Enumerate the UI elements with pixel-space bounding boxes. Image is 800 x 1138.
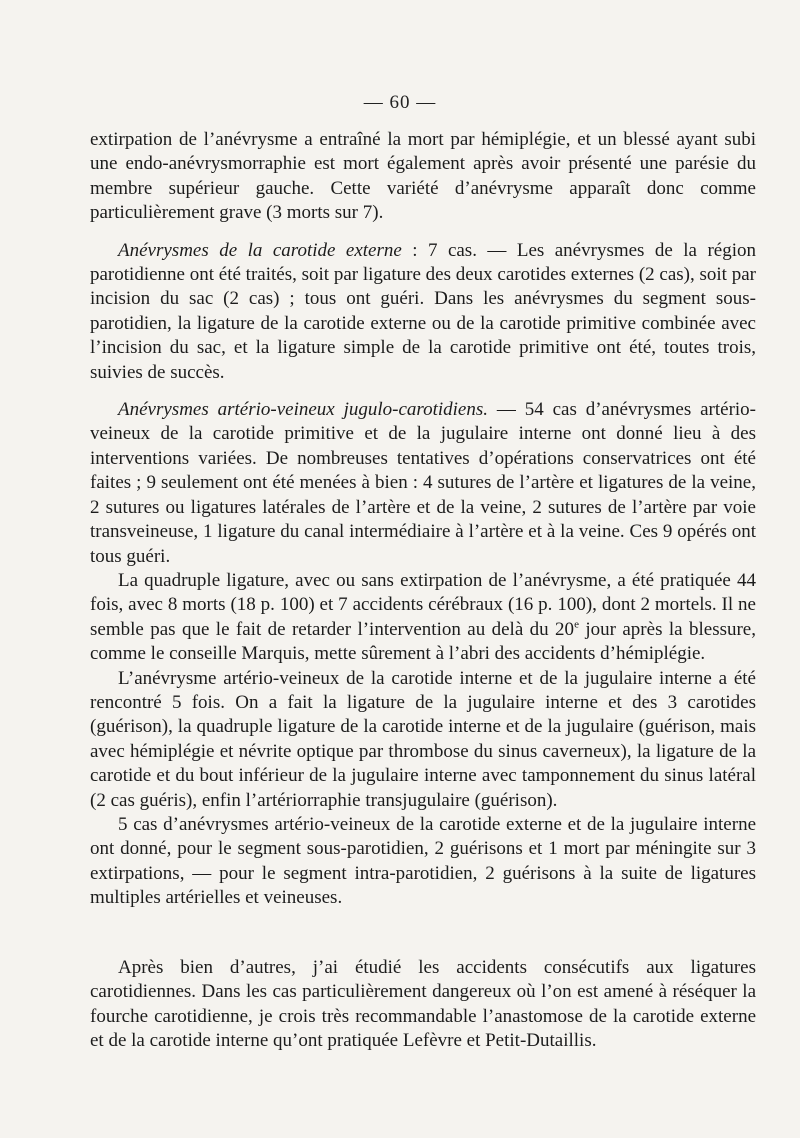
paragraph-1 [90,128,756,226]
section-heading-arterio-veineux: Anévrysmes artério-veineux jugulo-carotidiens. [118,399,489,421]
page-number: — 60 — [363,92,437,113]
paragraph-4-text-after: jour après la blessure, comme le conseille Marquis, mette sûrement à l’abri des accidents d’hémiplégie. [90,618,756,665]
paragraph-2 [90,239,756,385]
paragraph-1-text: extirpation de l’anévrysme a entraîné la mort par hémiplégie, et un blessé ayant subi une endo-anévrysmorraphie est mort également après avoir présenté une parésie du membre supérieur gauche. Cette variété d’anévrysme apparaît donc comme particulièrement grave (3 morts sur 7). [90,129,756,224]
paragraph-5-text: L’anévrysme artério-veineux de la carotide interne et de la jugulaire interne a été rencontré 5 fois. On a fait la ligature de la jugulaire interne et des 3 carotides (guérison), la quadruple ligature de la carotide interne et de la jugulaire (guérison, mais avec hémiplégie et névrite optique par thrombose du sinus caverneux), la ligature de la carotide et du bout inférieur de la jugulaire interne avec tamponnement du sinus latéral (2 cas guéris), enfin l’artériorraphie transjugulaire (guérison). [90,667,756,811]
paragraph-3 [90,398,756,569]
paragraph-7-text: Après bien d’autres, j’ai étudié les accidents consécutifs aux ligatures carotidiennes. Dans les cas particulièrement dangereux où l’on est amené à réséquer la fourche carotidienne, je crois très recommandable l’anastomose de la carotide externe et de la carotide interne qu’ont pratiquée Lefèvre et Petit-Dutaillis. [90,957,756,1052]
paragraph-5 [90,667,756,813]
paragraph-4 [90,569,756,667]
paragraph-6 [90,813,756,911]
superscript-e: e [574,618,579,631]
paragraph-6-text: 5 cas d’anévrysmes artério-veineux de la carotide externe et de la jugulaire interne ont donné, pour le segment sous-parotidien, 2 guérisons et 1 mort par méningite sur 3 extirpations, — pour le segment intra-parotidien, 2 guérisons à la suite de ligatures multiples artérielles et veineuses. [90,813,756,909]
closing-text-block [90,956,756,1054]
paragraph-7 [90,956,756,1054]
paragraph-3-text: — 54 cas d’anévrysmes artério-veineux de la carotide primitive et de la jugulaire interne ont donné lieu à des interventions variées. De nombreuses tentatives d’opérations conservatrices ont été faites ; 9 seulement ont été menées à bien : 4 sutures de l’artère et ligatures de la veine, 2 sutures ou ligatures latérales de l’artère et de la veine, 2 sutures de l’artère par voie transveineuse, 1 ligature du canal intermédiaire à l’artère et à la veine. Ces 9 opérés ont tous guéri. [90,399,757,567]
section-heading-carotide-externe: Anévrysmes de la carotide externe [118,239,402,261]
paragraph-4-text-before: La quadruple ligature, avec ou sans extirpation de l’anévrysme, a été pratiquée 44 fois, avec 8 morts (18 p. 100) et 7 accidents cérébraux (16 p. 100), dont 2 mortels. Il ne semble pas que le fait de retarder l’intervention au delà du 20 [90,569,756,640]
paragraph-2-text: : 7 cas. — Les anévrysmes de la région parotidienne ont été traités, soit par ligature des deux carotides externes (2 cas), soit par incision du sac (2 cas) ; tous ont guéri. Dans les anévrysmes du segment sous-parotidien, la ligature de la carotide externe ou de la carotide primitive combinée avec l’incision du sac, et la ligature simple de la carotide primitive ont été, toutes trois, suivies de succès. [90,239,756,383]
main-text-block [90,128,756,911]
